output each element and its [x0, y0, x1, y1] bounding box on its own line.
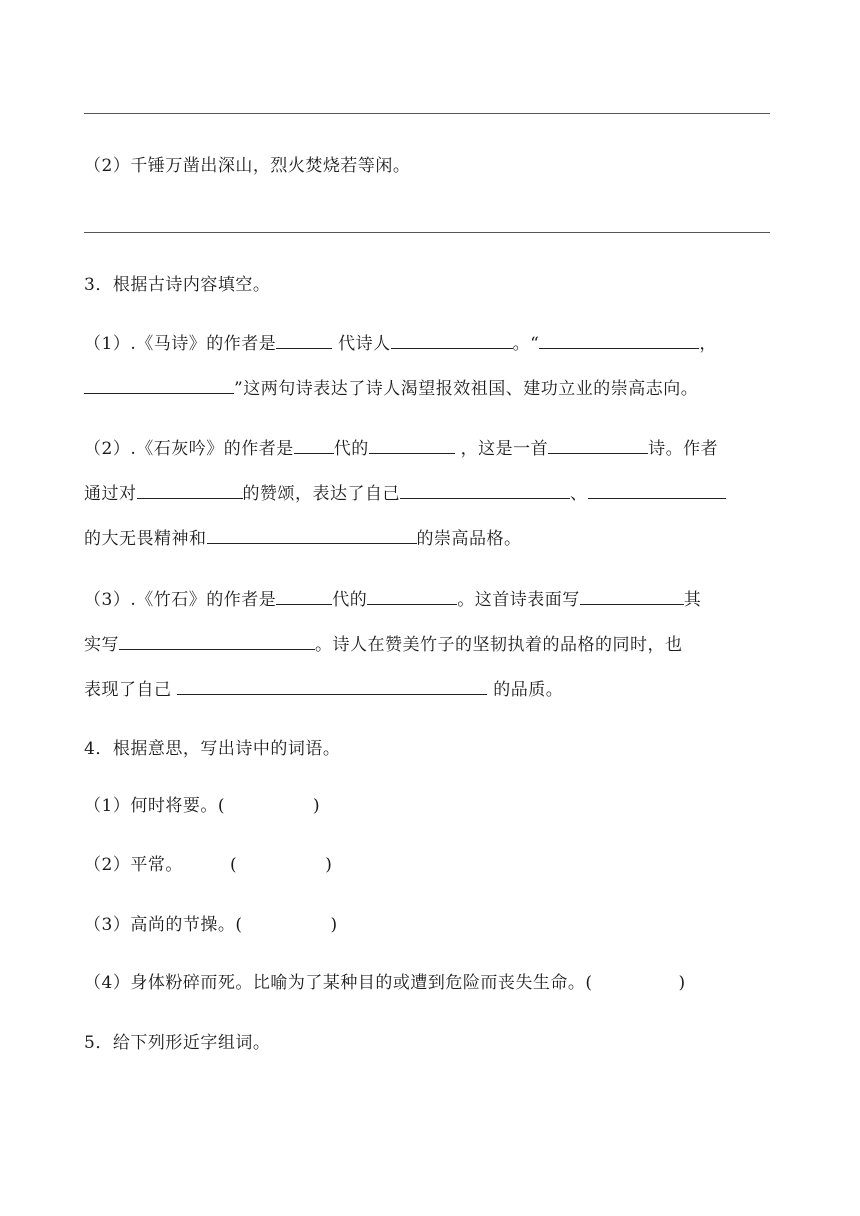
question-4-heading: 4．根据意思，写出诗中的词语。 [84, 739, 341, 759]
question-4-item-1: （1）何时将要。( ) [84, 796, 321, 816]
question-3-item-3-line-1: （3）.《竹石》的作者是 代的 。这首诗表面写 其 [84, 587, 701, 612]
blank-verse-2[interactable] [84, 376, 234, 394]
question-3-item-1-line-1: （1）.《马诗》的作者是 代诗人 。“ ， [84, 331, 717, 356]
blank-poem-type[interactable] [548, 436, 648, 454]
blank-subject[interactable] [137, 481, 243, 499]
blank-real-subject[interactable] [119, 632, 315, 650]
blank-quality[interactable] [177, 677, 487, 695]
blank-author[interactable] [369, 436, 455, 454]
answer-line-1 [84, 113, 770, 114]
question-2-item-2: （2）千锤万凿出深山，烈火焚烧若等闲。 [84, 156, 411, 176]
question-3-heading: 3．根据古诗内容填空。 [84, 275, 271, 295]
question-3-item-3-line-2: 实写 。诗人在赞美竹子的坚韧执着的品格的同时，也 [84, 632, 683, 657]
blank-poet[interactable] [391, 331, 513, 349]
question-4-item-2: （2）平常。 ( ) [84, 855, 333, 875]
question-3-item-2-line-3: 的大无畏精神和 的崇高品格。 [84, 526, 522, 551]
blank-author[interactable] [367, 587, 457, 605]
question-3-item-2-line-1: （2）.《石灰吟》的作者是 代的 ，这是一首 诗。作者 [84, 436, 718, 461]
blank-surface-subject[interactable] [580, 587, 684, 605]
blank-dynasty[interactable] [294, 436, 334, 454]
blank-verse-1[interactable] [539, 331, 699, 349]
blank-spirit-1[interactable] [400, 481, 570, 499]
answer-line-2 [84, 232, 770, 233]
question-3-item-3-line-3: 表现了自己 的品质。 [84, 677, 563, 702]
blank-spirit-2[interactable] [588, 481, 726, 499]
blank-character[interactable] [207, 526, 417, 544]
question-5-heading: 5．给下列形近字组词。 [84, 1033, 271, 1053]
blank-dynasty[interactable] [276, 587, 332, 605]
blank-dynasty[interactable] [276, 331, 332, 349]
question-4-item-4: （4）身体粉碎而死。比喻为了某种目的或遭到危险而丧失生命。( ) [84, 973, 686, 993]
question-3-item-1-line-2: ”这两句诗表达了诗人渴望报效祖国、建功立业的崇高志向。 [84, 376, 698, 401]
question-3-item-2-line-2: 通过对 的赞颂，表达了自己 、 [84, 481, 726, 506]
question-4-item-3: （3）高尚的节操。( ) [84, 915, 338, 935]
